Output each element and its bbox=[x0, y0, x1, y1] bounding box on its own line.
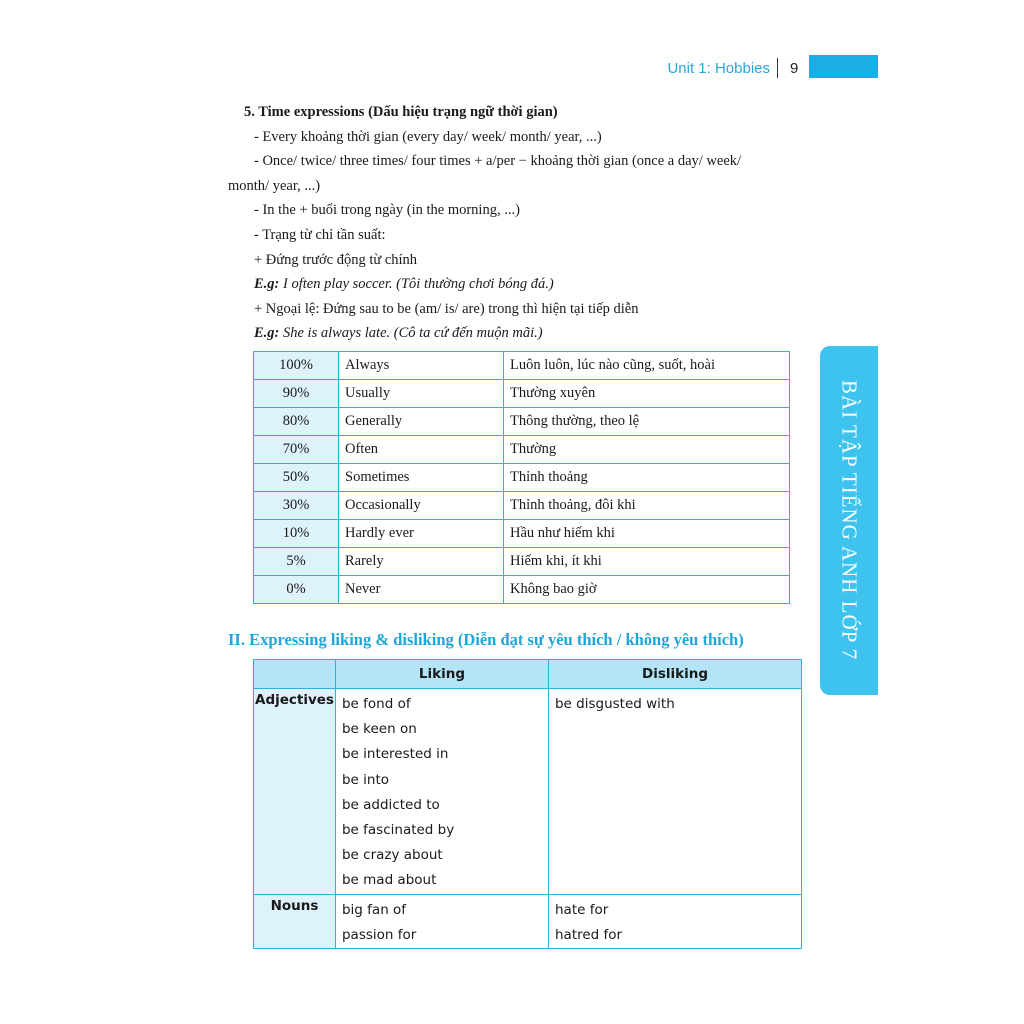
liking-table bbox=[253, 659, 802, 949]
table-header-row bbox=[254, 660, 802, 689]
adverb-cell: Rarely bbox=[339, 548, 504, 576]
text-line: - Once/ twice/ three times/ four times + a/per − khoảng thời gian (once a day/ week/ bbox=[254, 153, 742, 170]
percent-cell: 5% bbox=[254, 548, 339, 576]
list-item: hatred for bbox=[554, 926, 623, 943]
table-row bbox=[254, 436, 790, 464]
empty-header-cell bbox=[254, 660, 336, 689]
example-text: I often play soccer. (Tôi thường chơi bóng đá.) bbox=[279, 276, 554, 293]
percent-cell: 0% bbox=[254, 576, 339, 604]
adverb-cell: Usually bbox=[339, 380, 504, 408]
percent-cell: 50% bbox=[254, 464, 339, 492]
frequency-table bbox=[253, 351, 790, 604]
list-item: be keen on bbox=[341, 721, 417, 738]
text-line: month/ year, ...) bbox=[228, 177, 321, 194]
example-line bbox=[228, 272, 808, 297]
side-tab-label: BÀI TẬP TIẾNG ANH LỚP 7 bbox=[837, 380, 862, 661]
table-row bbox=[254, 464, 790, 492]
disliking-header: Disliking bbox=[548, 660, 801, 689]
example-label: E.g: bbox=[254, 325, 280, 342]
section-time-expressions bbox=[228, 100, 808, 346]
list-item: be fond of bbox=[341, 696, 411, 712]
meaning-cell: Không bao giờ bbox=[504, 576, 790, 604]
header-divider bbox=[777, 58, 778, 78]
meaning-cell: Thỉnh thoảng, đôi khi bbox=[504, 492, 790, 520]
meaning-cell: Thường xuyên bbox=[504, 380, 790, 408]
side-tab bbox=[820, 346, 878, 695]
page-number: 9 bbox=[790, 60, 799, 77]
section-title: 5. Time expressions (Dấu hiệu trạng ngữ thời gian) bbox=[244, 104, 558, 120]
example-text: She is always late. (Cô ta cứ đến muộn mãi.) bbox=[279, 325, 543, 342]
table-row bbox=[254, 894, 802, 948]
adverb-cell: Occasionally bbox=[339, 492, 504, 520]
table-row bbox=[254, 380, 790, 408]
text-line: - In the + buổi trong ngày (in the morning, ...) bbox=[254, 202, 520, 219]
header-color-block bbox=[809, 55, 878, 78]
table-row bbox=[254, 352, 790, 380]
example-line bbox=[228, 321, 808, 346]
percent-cell: 10% bbox=[254, 520, 339, 548]
adverb-cell: Sometimes bbox=[339, 464, 504, 492]
percent-cell: 100% bbox=[254, 352, 339, 380]
adverb-cell: Always bbox=[339, 352, 504, 380]
adjectives-liking-cell bbox=[335, 689, 548, 895]
meaning-cell: Hiếm khi, ít khi bbox=[504, 548, 790, 576]
percent-cell: 70% bbox=[254, 436, 339, 464]
list-item: be fascinated by bbox=[341, 821, 455, 838]
meaning-cell: Thỉnh thoảng bbox=[504, 464, 790, 492]
meaning-cell: Thông thường, theo lệ bbox=[504, 408, 790, 436]
list-item: passion for bbox=[341, 926, 417, 943]
section-liking-title: II. Expressing liking & disliking (Diễn đạt sự yêu thích / không yêu thích) bbox=[228, 630, 744, 649]
table-row bbox=[254, 408, 790, 436]
nouns-liking-cell bbox=[335, 894, 548, 948]
meaning-cell: Luôn luôn, lúc nào cũng, suốt, hoài bbox=[504, 352, 790, 380]
list-item: be disgusted with bbox=[554, 696, 675, 712]
unit-title: Unit 1: Hobbies bbox=[667, 60, 770, 77]
row-label-nouns: Nouns bbox=[254, 894, 336, 948]
list-item: be addicted to bbox=[341, 796, 440, 813]
list-item: be interested in bbox=[341, 746, 449, 763]
text-line: - Trạng từ chỉ tần suất: bbox=[254, 226, 386, 243]
meaning-cell: Thường bbox=[504, 436, 790, 464]
list-item: be crazy about bbox=[341, 847, 443, 864]
percent-cell: 30% bbox=[254, 492, 339, 520]
text-line: + Ngoại lệ: Đứng sau to be (am/ is/ are) trong thì hiện tại tiếp diễn bbox=[254, 300, 639, 317]
list-item: big fan of bbox=[341, 901, 407, 918]
table-row bbox=[254, 689, 802, 895]
percent-cell: 80% bbox=[254, 408, 339, 436]
list-item: be into bbox=[341, 771, 390, 788]
adverb-cell: Never bbox=[339, 576, 504, 604]
adverb-cell: Generally bbox=[339, 408, 504, 436]
text-line: - Every khoảng thời gian (every day/ week/ month/ year, ...) bbox=[254, 128, 602, 145]
text-line: + Đứng trước động từ chính bbox=[254, 251, 418, 268]
percent-cell: 90% bbox=[254, 380, 339, 408]
list-item: be mad about bbox=[341, 872, 437, 889]
row-label-adjectives: Adjectives bbox=[254, 689, 336, 895]
adverb-cell: Often bbox=[339, 436, 504, 464]
example-label: E.g: bbox=[254, 276, 280, 293]
table-row bbox=[254, 576, 790, 604]
adverb-cell: Hardly ever bbox=[339, 520, 504, 548]
table-row bbox=[254, 492, 790, 520]
nouns-disliking-cell bbox=[548, 894, 801, 948]
list-item: hate for bbox=[554, 901, 609, 918]
adjectives-disliking-cell bbox=[548, 689, 801, 895]
table-row bbox=[254, 548, 790, 576]
table-row bbox=[254, 520, 790, 548]
meaning-cell: Hầu như hiếm khi bbox=[504, 520, 790, 548]
liking-header: Liking bbox=[335, 660, 548, 689]
